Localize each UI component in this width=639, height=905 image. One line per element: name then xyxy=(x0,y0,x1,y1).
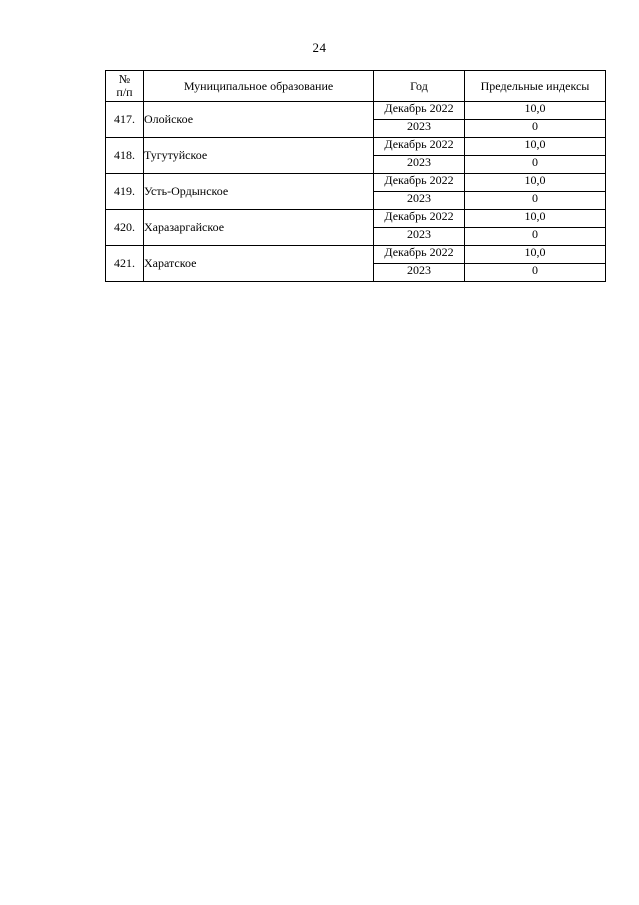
municipality-name: Олойское xyxy=(144,102,374,138)
index-value: 10,0 xyxy=(465,174,606,192)
municipality-name: Тугутуйское xyxy=(144,138,374,174)
row-number: 421. xyxy=(106,246,144,282)
row-number: 420. xyxy=(106,210,144,246)
table-row xyxy=(106,174,606,192)
table-row xyxy=(106,138,606,156)
index-value: 0 xyxy=(465,156,606,174)
index-value: 0 xyxy=(465,228,606,246)
row-number: 418. xyxy=(106,138,144,174)
year-cell: 2023 xyxy=(374,264,465,282)
row-number: 417. xyxy=(106,102,144,138)
header-municipality: Муниципальное образование xyxy=(144,71,374,102)
year-cell: Декабрь 2022 xyxy=(374,174,465,192)
index-value: 10,0 xyxy=(465,210,606,228)
index-value: 0 xyxy=(465,120,606,138)
year-cell: Декабрь 2022 xyxy=(374,246,465,264)
header-number xyxy=(106,71,144,102)
year-cell: 2023 xyxy=(374,156,465,174)
table-row xyxy=(106,210,606,228)
index-value: 0 xyxy=(465,264,606,282)
header-number-abbrev: п/п xyxy=(116,85,133,99)
indices-table xyxy=(105,70,606,282)
municipality-name: Усть-Ордынское xyxy=(144,174,374,210)
page-number: 24 xyxy=(312,40,327,55)
year-cell: 2023 xyxy=(374,192,465,210)
index-value: 10,0 xyxy=(465,246,606,264)
header-index: Предельные индексы xyxy=(465,71,606,102)
index-value: 0 xyxy=(465,192,606,210)
table-row xyxy=(106,246,606,264)
year-cell: Декабрь 2022 xyxy=(374,138,465,156)
year-cell: Декабрь 2022 xyxy=(374,102,465,120)
year-cell: Декабрь 2022 xyxy=(374,210,465,228)
municipality-name: Харазаргайское xyxy=(144,210,374,246)
municipality-name: Харатское xyxy=(144,246,374,282)
table-header-row xyxy=(106,71,606,102)
year-cell: 2023 xyxy=(374,228,465,246)
index-value: 10,0 xyxy=(465,138,606,156)
row-number: 419. xyxy=(106,174,144,210)
header-year: Год xyxy=(374,71,465,102)
header-number-symbol: № xyxy=(118,72,131,87)
table-row xyxy=(106,102,606,120)
year-cell: 2023 xyxy=(374,120,465,138)
index-value: 10,0 xyxy=(465,102,606,120)
